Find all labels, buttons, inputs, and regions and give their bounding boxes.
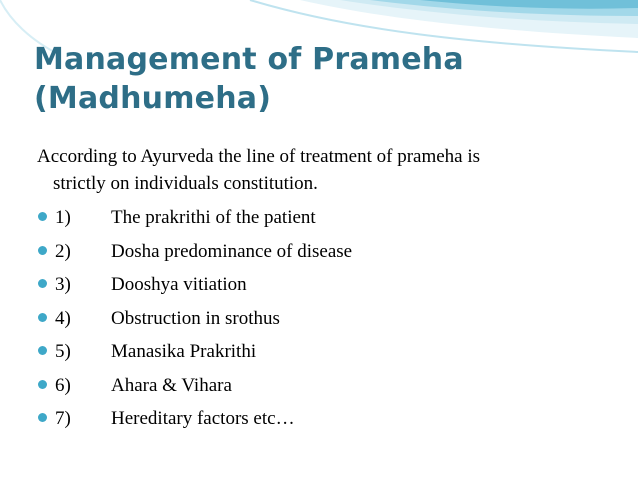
list-item — [37, 402, 617, 436]
item-text: Manasika Prakrithi — [111, 341, 257, 362]
item-number: 3) — [55, 274, 71, 295]
item-text: Ahara & Vihara — [111, 374, 232, 396]
slide-title — [34, 40, 614, 118]
item-number: 5) — [55, 341, 71, 362]
list-item — [37, 335, 617, 369]
item-text: Dosha predominance of disease — [111, 240, 353, 262]
bullet-icon — [38, 246, 47, 255]
item-text: Obstruction in srothus — [111, 307, 280, 329]
item-number: 1) — [55, 207, 71, 228]
bullet-icon — [38, 413, 47, 422]
item-text: Hereditary factors etc… — [111, 408, 295, 429]
item-number: 6) — [55, 374, 71, 396]
intro-paragraph — [37, 143, 617, 197]
title-line-2: (Madhumeha) — [34, 81, 272, 116]
bullet-icon — [38, 212, 47, 221]
item-number: 2) — [55, 240, 71, 262]
list-item — [37, 369, 617, 403]
bullet-icon — [38, 380, 47, 389]
list-item — [37, 302, 617, 336]
list-item — [37, 268, 617, 302]
item-text: Dooshya vitiation — [111, 274, 247, 295]
item-number: 4) — [55, 307, 71, 329]
item-text: The prakrithi of the patient — [111, 207, 316, 228]
bullet-icon — [38, 279, 47, 288]
slide-body — [37, 143, 617, 436]
intro-line-2: strictly on individuals constitution. — [53, 173, 318, 194]
list-item — [37, 201, 617, 235]
bullet-icon — [38, 313, 47, 322]
list-item — [37, 235, 617, 269]
intro-line-1: According to Ayurveda the line of treatment of prameha is — [37, 146, 481, 167]
item-number: 7) — [55, 408, 71, 429]
bullet-icon — [38, 346, 47, 355]
factor-list — [37, 201, 617, 436]
title-line-1: Management of Prameha — [34, 42, 464, 77]
